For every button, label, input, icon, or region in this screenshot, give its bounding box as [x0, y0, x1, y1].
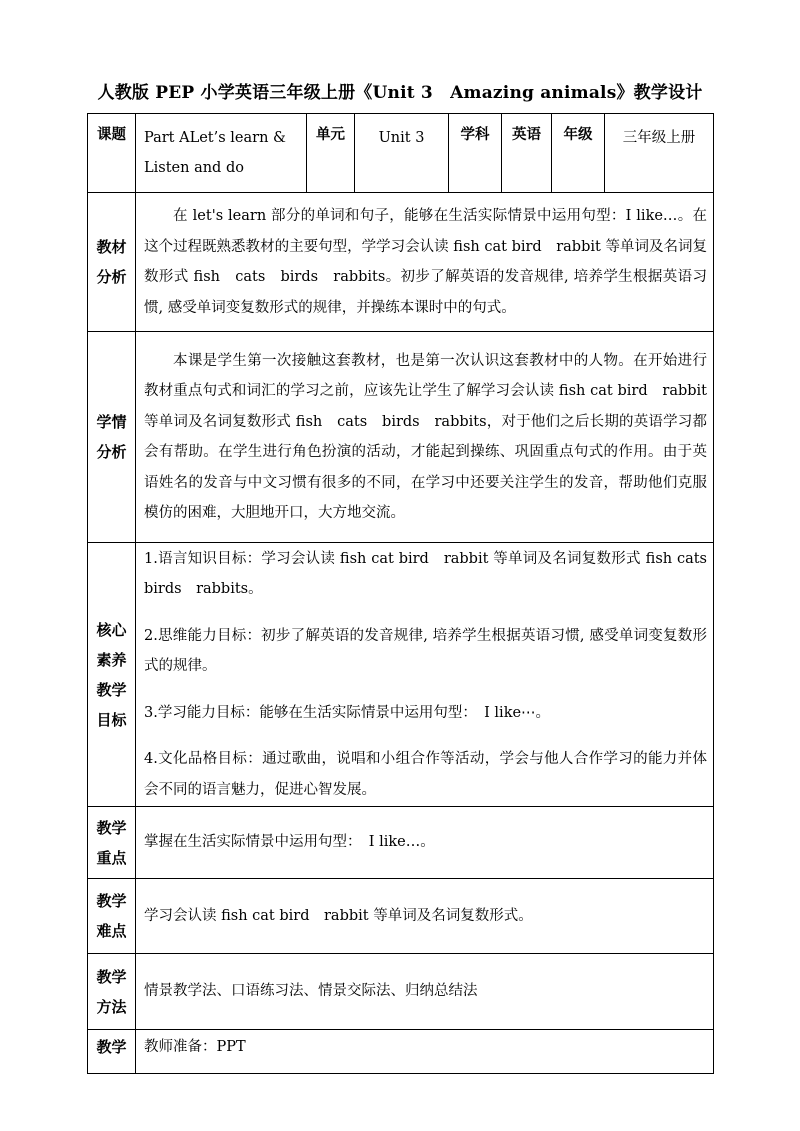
subject-value: 英语 [502, 114, 552, 193]
objective-item: 4.文化品格目标：通过歌曲，说唱和小组合作等活动，学会与他人合作学习的能力并体会不同的语言魅力，促进心智发展。 [144, 751, 707, 798]
student-analysis-text: 本课是学生第一次接触这套教材，也是第一次认识这套教材中的人物。在开始进行教材重点句式和词汇的学习之前，应该先让学生了解学习会认读 fish cat bird rabbit 等单词及名词复数形式 fish cats birds rabbits，对于他们之后长期的英语学习都会有帮助。在学生进行角色扮演的活动，才能起到操练、巩固重点句式的作用。由于英语姓名的发音与中文习惯有很多的不同，在学习中还要关注学生的发音，帮助他们克服模仿的困难，大胆地开口，大方地交流。 [136, 332, 714, 543]
preparation-label: 教学 [88, 1030, 136, 1074]
methods-label: 教学 方法 [88, 954, 136, 1030]
preparation-row [88, 1030, 714, 1074]
difficulties-row [88, 879, 714, 954]
material-analysis-text: 在 let's learn 部分的单词和句子，能够在生活实际情景中运用句型：I like…。在这个过程既熟悉教材的主要句型，学学习会认读 fish cat bird rabbit 等单词及名词复数形式 fish cats birds rabbits。初步了解英语的发音规律, 培养学生根据英语习惯, 感受单词变复数形式的规律，并操练本课时中的句式。 [136, 193, 714, 332]
subject-label: 学科 [449, 114, 502, 193]
lesson-value [136, 114, 307, 193]
lesson-plan-table [87, 113, 722, 1074]
methods-row [88, 954, 714, 1030]
methods-text: 情景教学法、口语练习法、情景交际法、归纳总结法 [136, 954, 714, 1030]
document-title: 人教版 PEP 小学英语三年级上册《Unit 3 Amazing animals》教学设计 [97, 83, 703, 103]
objective-item: 1.语言知识目标：学习会认读 fish cat bird rabbit 等单词及名词复数形式 fish cats birds rabbits。 [144, 550, 722, 598]
preparation-text: 教师准备：PPT [136, 1030, 714, 1074]
difficulties-label: 教学 难点 [88, 879, 136, 954]
key-points-text: 掌握在生活实际情景中运用句型： I like…。 [136, 807, 714, 879]
difficulties-text: 学习会认读 fish cat bird rabbit 等单词及名词复数形式。 [136, 879, 714, 954]
grade-label: 年级 [552, 114, 605, 193]
lesson-value-line2: Listen and do [144, 160, 244, 176]
lesson-label: 课题 [88, 114, 136, 193]
material-analysis-row [88, 193, 714, 332]
objective-item: 3.学习能力目标：能够在生活实际情景中运用句型： I like⋯。 [144, 704, 551, 721]
objectives-list [136, 543, 722, 807]
grade-value: 三年级上册 [605, 114, 714, 193]
student-analysis-label: 学情 分析 [88, 332, 136, 543]
unit-label: 单元 [307, 114, 355, 193]
unit-value: Unit 3 [355, 114, 449, 193]
student-analysis-row [88, 332, 714, 543]
objectives-label: 核心 素养 教学 目标 [88, 543, 136, 807]
objectives-row [88, 543, 714, 807]
material-analysis-label: 教材 分析 [88, 193, 136, 332]
key-points-row [88, 807, 714, 879]
key-points-label: 教学 重点 [88, 807, 136, 879]
header-row [88, 114, 714, 193]
lesson-value-line1: Part ALet’s learn & [144, 130, 286, 146]
objective-item: 2.思维能力目标：初步了解英语的发音规律, 培养学生根据英语习惯, 感受单词变复数形式的规律。 [144, 627, 707, 675]
